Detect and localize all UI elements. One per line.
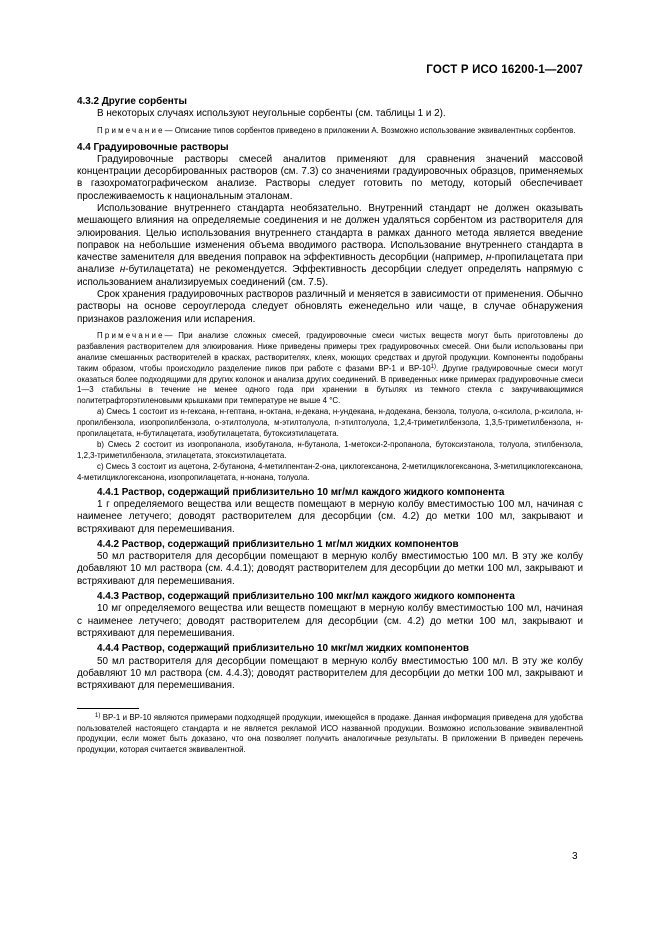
document-id-header: ГОСТ Р ИСО 16200-1—2007 xyxy=(426,64,583,76)
section-4-3-2-title: 4.3.2 Другие сорбенты xyxy=(77,96,187,107)
section-4-4-2-text: 50 мл растворителя для десорбции помещают в мерную колбу вместимостью 100 мл. В эту же колбу добавляют 10 мл раствора (см. 4.4.1); доводят растворителем для десорбции до метки 100 мл, закрывают и встряхивают для перемешивания. xyxy=(77,551,583,587)
section-4-4-2-title: 4.4.2 Раствор, содержащий приблизительно 1 мг/мл жидких компонентов xyxy=(97,538,459,550)
section-4-3-2-text: В некоторых случаях используют неугольные сорбенты (см. таблицы 1 и 2). xyxy=(97,108,446,120)
note-label: Примечание xyxy=(97,330,165,340)
mixture-1-item: а) Смесь 1 состоит из н-гексана, н-гептана, н-октана, н-декана, н-ундекана, н-додекана, бензола, толуола, о-ксилола, р-ксилола, н-пропилбензола, изопропилбензола, о-этилтолуола, м-этилтолуола, п-этилтолуола, 1,2,4-триметилбензола, 1,3,5-триметилбензола, н-пропилацетата, н-бутилацетата, изобутилацетата, бутоксиэтилацетата. xyxy=(77,407,583,439)
page-number: 3 xyxy=(572,851,578,862)
note-calibration-mixtures: Примечание— При анализе сложных смесей, градуировочные смеси чистых веществ могут быть приготовлены до разбавления растворителем для элюирования. Ниже приведены примеры трех градуировочных смесей. Они были использованы при анализе смешанных растворителей в красках, растворителях, клеях, моющих средствах и другой продукции. Компоненты подобраны таким образом, чтобы происходило разделение пиков при работе с фазами ВР-1 и ВР-10$^{1)}$. Другие градуировочные смеси могут оказаться более подходящими для других колонок и анализа других соединений. В приведенных ниже примерах градуировочные смеси 1—3 стабильны в течение не менее одного года при хранении в бутылях из темного стекла с закручивающимися политетрафторэтиленовыми крышками при температуре не выше 4 °С. xyxy=(77,330,583,406)
footnote-divider xyxy=(77,708,139,709)
section-4-4-paragraph-2: Использование внутреннего стандарта необязательно. Внутренний стандарт не должен оказывать мешающего влияния на определяемые соединения и не должен удаляться сорбентом из растворителя для элюирования. Целью использования внутреннего стандарта в рамках данного метода является введение поправок на небольшие изменения объема вводимого раствора. Использование внутреннего стандарта в качестве заменителя для введения поправок на эффективность десорбции (например, н-пропилацетата при анализе н-бутилацетата) не рекомендуется. Эффективность десорбции следует определять напрямую с использованием анализируемых соединений (см. 7.5). xyxy=(77,202,583,288)
section-4-4-title: 4.4 Градуировочные растворы xyxy=(77,141,229,153)
footnote-mark: 1) xyxy=(95,713,101,720)
section-4-4-3-title: 4.4.3 Раствор, содержащий приблизительно 100 мкг/мл каждого жидкого компонента xyxy=(97,591,515,603)
mixture-2-item: b) Смесь 2 состоит из изопропанола, изобутанола, н-бутанола, 1-метокси-2-пропанола, бутоксиэтанола, толуола, этилбензола, 1,2,3-триметилбензола, этилацетата, этоксиэтилацетата. xyxy=(77,440,583,460)
section-4-4-paragraph-1: Градуировочные растворы смесей аналитов применяют для сравнения значений массовой концентрации десорбированных растворов (см. 7.3) со значениями градуировочных образцов, применяемых в газохроматографическом анализе. Растворы следует готовить по методу, который обеспечивает прослеживаемость к национальным эталонам. xyxy=(77,153,583,202)
footnote-text: ВР-1 и ВР-10 являются примерами подходящей продукции, имеющейся в продаже. Данная информация приведена для удобства пользователей настоящего стандарта и не является рекламой ИСО названной продукции. Возможно использование эквивалентной продукции, если может быть доказано, что она позволяет получить аналогичные результаты. В приложении В приведен перечень продукции, которая считается эквивалентной. xyxy=(77,713,583,754)
note-text: — Описание типов сорбентов приведено в приложении А. Возможно использование эквивалентных сорбентов. xyxy=(164,125,576,135)
section-4-4-4-text: 50 мл растворителя для десорбции помещают в мерную колбу вместимостью 100 мл. В эту же колбу добавляют 10 мл раствора (см. 4.4.3); доводят растворителем для десорбции до метки 100 мл, закрывают и встряхивают для перемешивания. xyxy=(77,655,583,692)
section-4-4-1-title: 4.4.1 Раствор, содержащий приблизительно 10 мг/мл каждого жидкого компонента xyxy=(97,486,505,498)
section-4-4-4-title: 4.4.4 Раствор, содержащий приблизительно 10 мкг/мл жидких компонентов xyxy=(97,643,470,655)
section-4-4-paragraph-3: Срок хранения градуировочных растворов различный и меняется в зависимости от применения. Обычно растворы на основе сероуглерода следует обновлять еженедельно или чаще, в случае обнаружения признаков разложения или испарения. xyxy=(77,289,583,325)
note-label: Примечание xyxy=(97,125,165,135)
page-body xyxy=(77,96,583,755)
mixture-3-item: с) Смесь 3 состоит из ацетона, 2-бутанона, 4-метилпентан-2-она, циклогексанона, 2-метилциклогексанона, 3-метилциклогексанона, 4-метилциклогексанона, изопропилацетата, н-нонана, толуола. xyxy=(77,461,583,482)
section-4-4-1-text: 1 г определяемого вещества или веществ помещают в мерную колбу вместимостью 100 мл, начиная с наименее летучего; доводят растворителем для десорбции (см. 4.2) до метки 100 мл, закрывают и встряхивают для перемешивания. xyxy=(77,498,583,535)
footnote xyxy=(77,713,583,755)
section-4-4-3-text: 10 мг определяемого вещества или веществ помещают в мерную колбу вместимостью 100 мл, начиная с наименее летучего; доводят растворителем для десорбции (см. 4.2) до метки 100 мл, закрывают и встряхивают для перемешивания. xyxy=(77,603,583,639)
note-sorbents xyxy=(77,126,583,137)
footnote-ref: 1) xyxy=(430,363,437,370)
